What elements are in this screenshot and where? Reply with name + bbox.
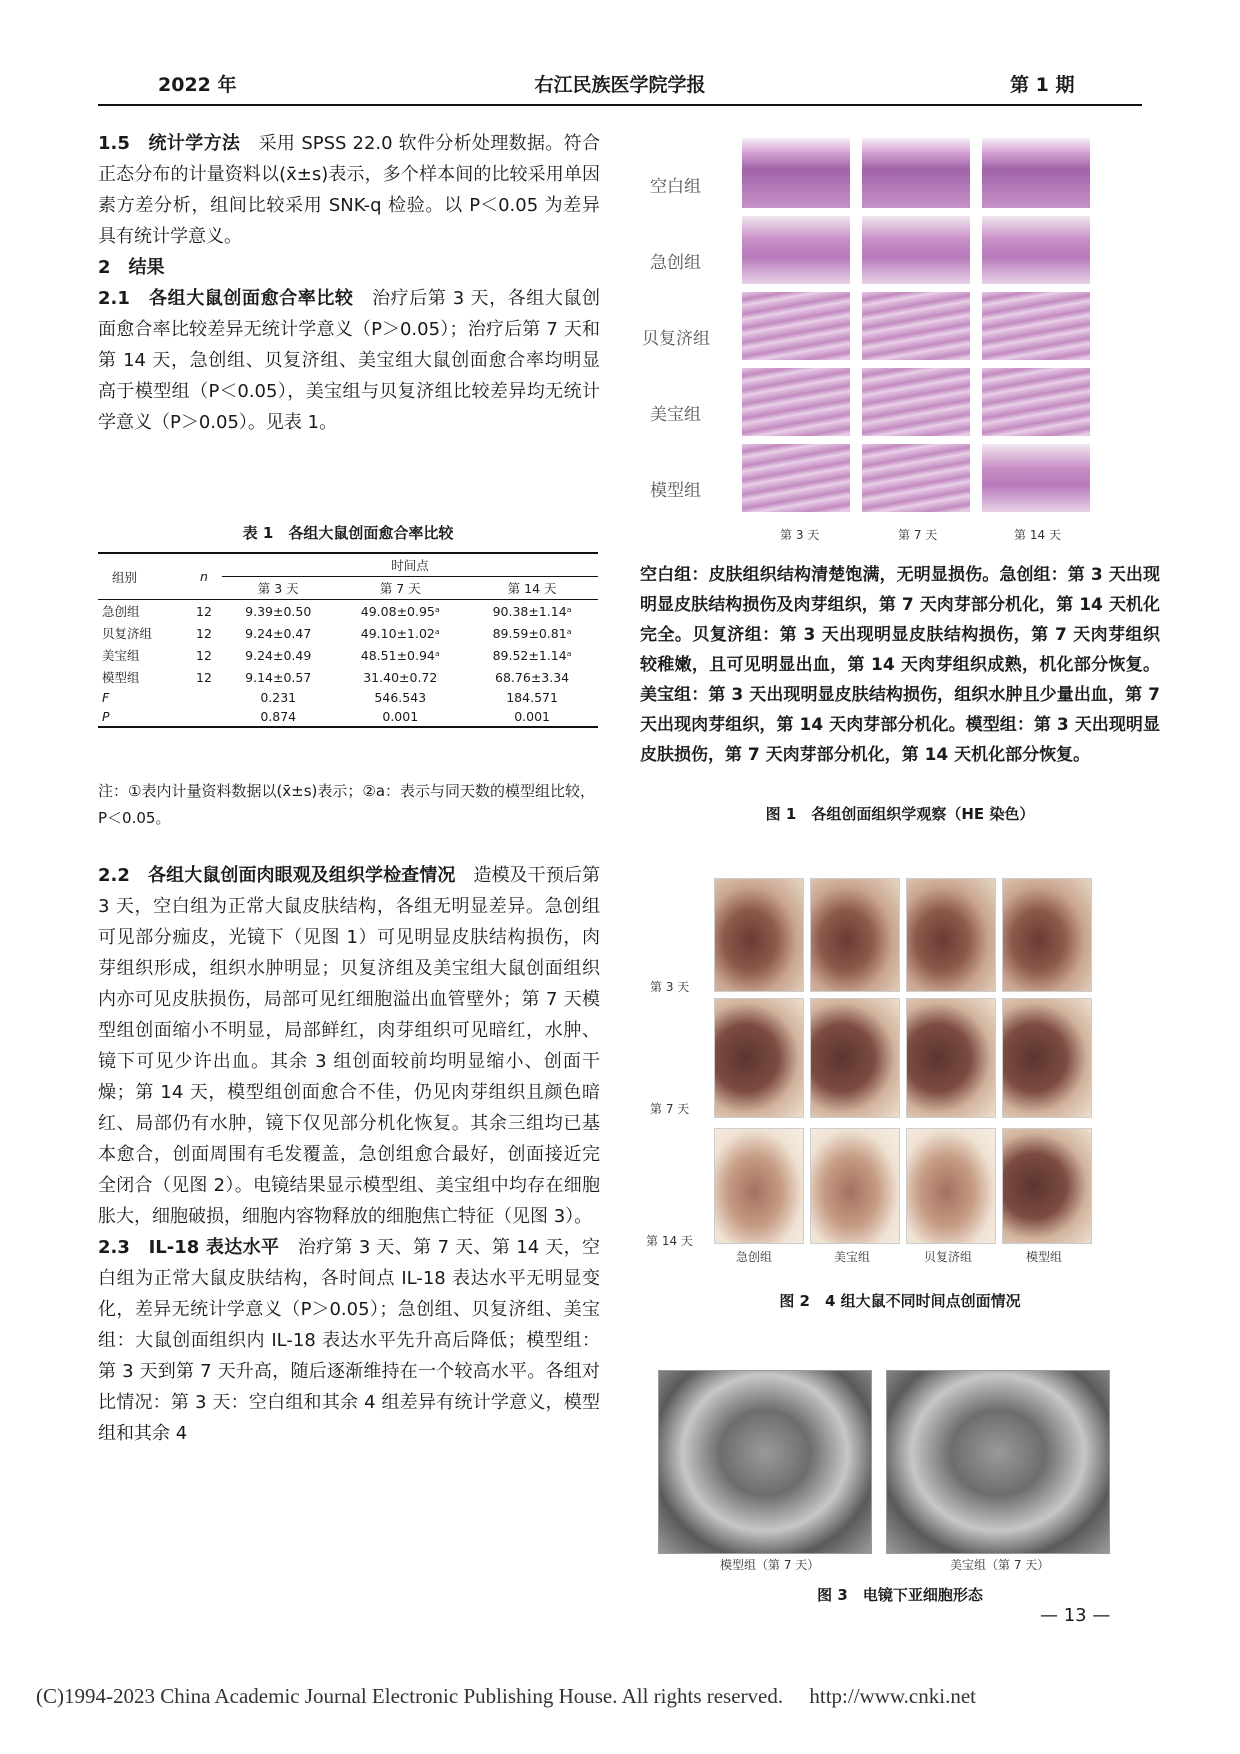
header-journal: 右江民族医学院学报 (534, 74, 706, 96)
he-image (862, 368, 970, 436)
wound-photo (714, 878, 804, 992)
cell-p-d3: 0.874 (222, 707, 334, 727)
fig2-col-label: 贝复济组 (924, 1250, 973, 1264)
header-issue: 第 1 期 (1010, 74, 1075, 96)
table-header-d3: 第 3 天 (222, 577, 334, 600)
figure-2 (646, 870, 1150, 1270)
cell-d7: 49.08±0.95ᵃ (334, 600, 466, 623)
section-2-3-heading: 2.3 IL-18 表达水平 (98, 1237, 280, 1258)
cell-d3: 9.24±0.47 (245, 625, 312, 641)
he-image (982, 216, 1090, 284)
fig3-caption: 图 3 电镜下亚细胞形态 (817, 1586, 983, 1604)
fig2-col-label: 急创组 (736, 1250, 773, 1264)
table1-note: 注：①表内计量资料数据以(x̄±s)表示；②a：表示与同天数的模型组比较，P＜0.05。 (98, 782, 596, 827)
he-image (862, 444, 970, 512)
he-image (982, 444, 1090, 512)
he-image (742, 138, 850, 208)
section-2-3-body: 治疗第 3 天、第 7 天、第 14 天，空白组为正常大鼠皮肤结构，各时间点 IL-18 表达水平无明显变化，差异无统计学意义（P＞0.05）；急创组、贝复济组、美宝组：大鼠创面组织内 IL-18 表达水平先升高后降低；模型组：第 3 天到第 7 天升高，随后逐渐维持在一个较高水平。各组对比情况：第 3 天：空白组和其余 4 组差异有统计学意义，模型组和其余 4 (98, 1237, 601, 1444)
copyright-notice: (C)1994-2023 China Academic Journal Electronic Publishing House. All rights reserved. http://www.cnki.net (36, 1684, 976, 1708)
cell-p-d7: 0.001 (334, 707, 466, 727)
fig1-row-label: 模型组 (650, 481, 701, 501)
table-header-d7: 第 7 天 (334, 577, 466, 600)
he-image (742, 216, 850, 284)
section-2-2-body: 造模及干预后第 3 天，空白组为正常大鼠皮肤结构，各组无明显差异。急创组可见部分痂皮，光镜下（见图 1）可见明显皮肤结构损伤，肉芽组织形成，组织水肿明显；贝复济组及美宝组大鼠创面组织内亦可见皮肤损伤，局部可见红细胞溢出血管壁外；第 7 天模型组创面缩小不明显，局部鲜红，肉芽组织可见暗红，水肿、镜下可见少许出血。其余 3 组创面较前均明显缩小、创面干燥；第 14 天，模型组创面愈合不佳，仍见肉芽组织且颜色暗红、局部仍有水肿，镜下仅见部分机化恢复。其余三组均已基本愈合，创面周围有毛发覆盖，急创组愈合最好，创面接近完全闭合（见图 2）。电镜结果显示模型组、美宝组中均存在细胞胀大，细胞破损，细胞内容物释放的细胞焦亡特征（见图 3）。 (98, 865, 601, 1227)
cell-d3: 9.14±0.57 (245, 669, 312, 685)
fig1-row-label: 急创组 (650, 253, 701, 273)
cell-f-d7: 546.543 (374, 690, 427, 705)
cell-group: 美宝组 (102, 648, 140, 663)
fig2-row-label: 第 14 天 (646, 1234, 693, 1248)
table-row (98, 600, 598, 623)
cell-d7: 31.40±0.72 (363, 669, 438, 685)
section-2-1-body: 治疗后第 3 天，各组大鼠创面愈合率比较差异无统计学意义（P＞0.05）；治疗后第 7 天和第 14 天，急创组、贝复济组、美宝组大鼠创面愈合率均明显高于模型组（P＜0.05），美宝组与贝复济组比较差异均无统计学意义（P＞0.05）。见表 1。 (98, 288, 600, 433)
table-1 (98, 552, 598, 728)
cell-d7: 48.51±0.94ᵃ (360, 647, 440, 663)
section-1-5-body: 采用 SPSS 22.0 软件分析处理数据。符合正态分布的计量资料以(x̄±s)表示，多个样本间的比较采用单因素方差分析，组间比较采用 SNK-q 检验。以 P＜0.05 为差异具有统计学意义。 (98, 133, 601, 247)
left-column-bottom (98, 860, 600, 1449)
cell-f-label: F (102, 690, 110, 705)
cell-d14: 89.59±0.81ᵃ (492, 625, 572, 641)
cell-d7: 49.10±1.02ᵃ (360, 625, 440, 641)
cell-n: 12 (186, 600, 222, 623)
em-image (658, 1370, 872, 1554)
wound-photo (1002, 1128, 1092, 1244)
cell-d3: 9.39±0.50 (222, 600, 334, 623)
fig3-panel-label: 美宝组（第 7 天） (950, 1558, 1050, 1572)
fig2-row-label: 第 7 天 (650, 1102, 690, 1116)
fig1-col-label: 第 14 天 (1014, 528, 1061, 542)
fig2-col-label: 美宝组 (834, 1250, 871, 1264)
cell-p-d14: 0.001 (466, 707, 598, 727)
fig3-panel-label: 模型组（第 7 天） (720, 1558, 820, 1572)
section-2-heading: 2 结果 (98, 257, 165, 278)
wound-photo (714, 998, 804, 1118)
fig2-caption: 图 2 4 组大鼠不同时间点创面情况 (779, 1292, 1021, 1310)
fig2-col-label: 模型组 (1026, 1250, 1063, 1264)
header-year: 2022 年 (158, 74, 237, 96)
table-row-f (98, 688, 598, 707)
table-header-n: n (186, 553, 222, 600)
header-rule (98, 104, 1142, 106)
cell-n: 12 (196, 625, 212, 641)
fig1-col-label: 第 7 天 (898, 528, 938, 542)
cell-d14: 89.52±1.14ᵃ (492, 647, 572, 663)
wound-photo (1002, 998, 1092, 1118)
section-2-1-heading: 2.1 各组大鼠创面愈合率比较 (98, 288, 354, 309)
fig1-row-label: 美宝组 (650, 405, 701, 425)
em-image (886, 1370, 1110, 1554)
figure-3 (650, 1370, 1150, 1570)
cell-p-label: P (98, 707, 186, 727)
wound-photo (1002, 878, 1092, 992)
section-2-3 (98, 1232, 600, 1449)
cell-f-d3: 0.231 (260, 690, 297, 705)
cell-n: 12 (196, 647, 212, 663)
fig1-col-label: 第 3 天 (780, 528, 820, 542)
left-column-top (98, 128, 600, 438)
cell-d14: 68.76±3.34 (495, 669, 570, 685)
table-row (98, 622, 598, 644)
cell-d14: 90.38±1.14ᵃ (466, 600, 598, 623)
section-2-1 (98, 283, 600, 438)
page-number: — 13 — (1040, 1605, 1111, 1626)
cell-n: 12 (196, 669, 212, 685)
he-image (862, 216, 970, 284)
fig1-row-label: 贝复济组 (642, 329, 710, 349)
he-image (862, 292, 970, 360)
section-2-2 (98, 860, 600, 1232)
cell-d3: 9.24±0.49 (245, 647, 312, 663)
fig1-description: 空白组：皮肤组织结构清楚饱满，无明显损伤。急创组：第 3 天出现明显皮肤结构损伤及肉芽组织，第 7 天肉芽部分机化，第 14 天机化完全。贝复济组：第 3 天出现明显皮肤结构损伤，第 7 天肉芽组织较稚嫩，且可见明显出血，第 14 天肉芽组织成熟，机化部分恢复。美宝组：第 3 天出现明显皮肤结构损伤，组织水肿且少量出血，第 7 天出现肉芽组织，第 14 天肉芽部分机化。模型组：第 3 天出现明显皮肤损伤，第 7 天肉芽部分机化，第 14 天机化部分恢复。 (640, 565, 1160, 765)
table-header-d14: 第 14 天 (466, 577, 598, 600)
figure-1 (640, 130, 1160, 550)
wound-photo (714, 1128, 804, 1244)
he-image (982, 368, 1090, 436)
cell-group: 急创组 (98, 600, 186, 623)
table-row (98, 666, 598, 688)
fig1-caption: 图 1 各组创面组织学观察（HE 染色） (765, 805, 1035, 823)
he-image (862, 138, 970, 208)
table-row (98, 644, 598, 666)
table-header-time: 时间点 (222, 553, 598, 577)
table-row-p (98, 707, 598, 727)
fig1-row-label: 空白组 (650, 177, 701, 197)
wound-photo (906, 878, 996, 992)
he-image (742, 292, 850, 360)
wound-photo (810, 878, 900, 992)
section-2-2-heading: 2.2 各组大鼠创面肉眼观及组织学检查情况 (98, 865, 456, 886)
he-image (742, 444, 850, 512)
table-header-group: 组别 (98, 553, 186, 600)
section-1-5-heading: 1.5 统计学方法 (98, 133, 241, 154)
he-image (982, 292, 1090, 360)
table1-caption: 表 1 各组大鼠创面愈合率比较 (242, 524, 454, 542)
wound-photo (906, 1128, 996, 1244)
wound-photo (810, 998, 900, 1118)
wound-photo (810, 1128, 900, 1244)
cell-f-d14: 184.571 (506, 690, 558, 705)
fig2-row-label: 第 3 天 (650, 980, 690, 994)
cell-group: 模型组 (102, 670, 140, 685)
he-image (982, 138, 1090, 208)
wound-photo (906, 998, 996, 1118)
section-1-5 (98, 128, 600, 252)
he-image (742, 368, 850, 436)
cell-group: 贝复济组 (102, 626, 153, 641)
